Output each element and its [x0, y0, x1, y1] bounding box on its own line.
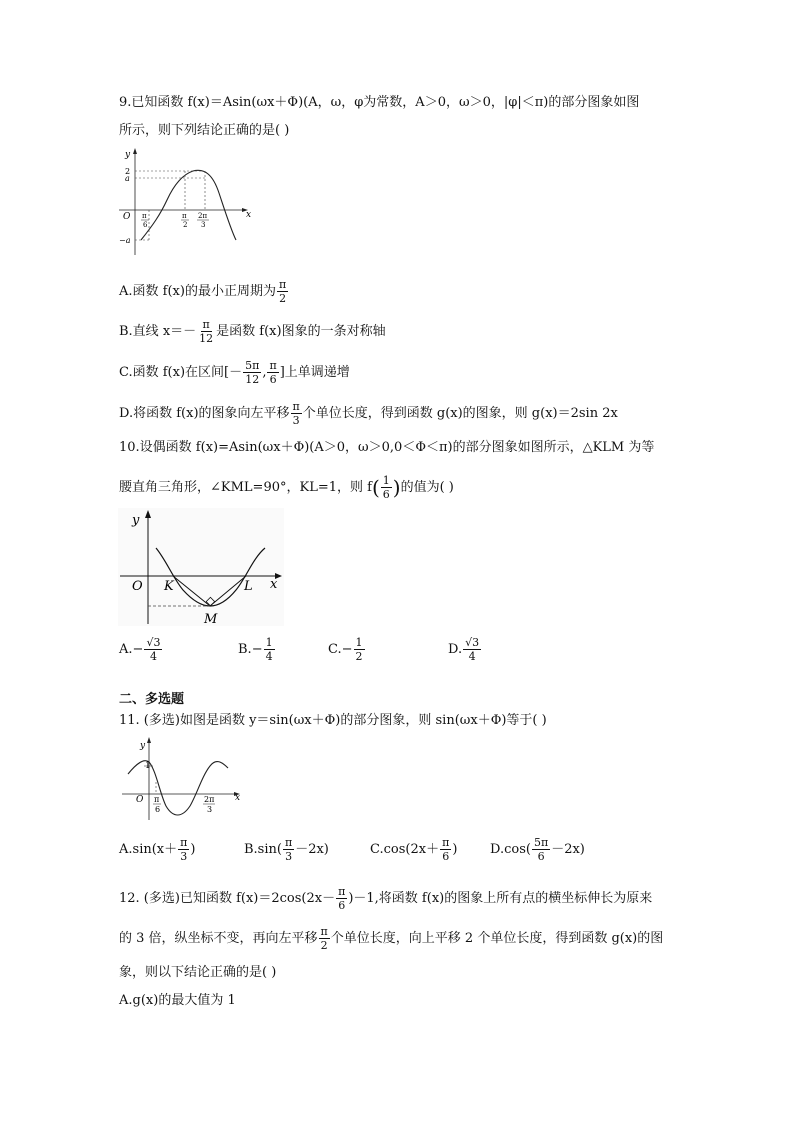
q11-option-d[interactable]: D.cos( $\frac{5\pi}{6}$ －2x) [490, 836, 585, 863]
q10-option-c[interactable]: C.− $\frac{1}{2}$ [328, 636, 363, 663]
q11-option-a[interactable]: A.sin(x＋ $\frac{\pi}{3}$ ) [119, 836, 196, 863]
q12-stem-line2: 的 3 倍，纵坐标不变，再向左平移 $\frac{\pi}{2}$ 个单位长度，向上平移 2 个单位长度，得到函数 g(x)的图 [119, 925, 664, 952]
q11-y-label: y [140, 741, 146, 751]
q9-xt2-den: 2 [183, 221, 188, 229]
q10-graph [118, 508, 284, 626]
q9-origin: O [123, 212, 131, 222]
q11-graph [118, 736, 244, 824]
q11-option-c[interactable]: C.cos(2x＋ $\frac{\pi}{6}$ ) [370, 836, 458, 863]
q10-arg-frac: $\frac{1}{6}$ [382, 474, 390, 501]
q9-a-frac: $\frac{\pi}{2}$ [278, 278, 287, 305]
q11-origin: O [136, 795, 144, 805]
q9-xt3-num: 2π [198, 212, 208, 220]
q10-point-m: M [204, 612, 218, 626]
q10-origin: O [132, 579, 143, 594]
q11-xt1-den: 6 [155, 805, 161, 814]
q11-xt2-num: 2π [204, 795, 215, 804]
q12-option-a[interactable]: A.g(x)的最大值为 1 [119, 993, 236, 1008]
q9-option-b[interactable]: B.直线 x＝－ $\frac{\pi}{12}$ 是函数 f(x)图象的一条对称轴 [119, 318, 386, 345]
q10-point-k: K [164, 579, 174, 594]
q9-stem-line1: 9.已知函数 f(x)＝Asin(ωx＋Φ)(A，ω，φ为常数，A＞0，ω＞0，|φ|＜π)的部分图象如图 [119, 95, 640, 110]
q10-option-b[interactable]: B.− $\frac{1}{4}$ [238, 636, 273, 663]
q11-option-b[interactable]: B.sin( $\frac{\pi}{3}$ －2x) [244, 836, 329, 863]
q9-d-frac: $\frac{\pi}{3}$ [292, 400, 300, 427]
q9-c-frac1: $\frac{5\pi}{12}$ [245, 359, 260, 386]
q9-xt2-num: π [182, 212, 187, 220]
q10-stem-line2: 腰直角三角形，∠KML=90°，KL=1，则 f( $\frac{1}{6}$ )的值为( ) [119, 474, 454, 501]
q12-stem-line3: 象，则以下结论正确的是( ) [119, 965, 277, 980]
q11-stem-line1: 11. (多选)如图是函数 y＝sin(ωx＋Φ)的部分图象，则 sin(ωx＋Φ)等于( ) [119, 713, 547, 728]
q9-graph [115, 145, 255, 263]
section-title-multi-choice: 二、多选题 [119, 692, 185, 707]
q12-stem-line1: 12. (多选)已知函数 f(x)＝2cos(2x－ $\frac{\pi}{6}$ )－1,将函数 f(x)的图象上所有点的横坐标伸长为原来 [119, 885, 653, 912]
q9-stem-line2: 所示，则下列结论正确的是( ) [119, 123, 290, 138]
q9-y-label: y [125, 150, 131, 160]
q9-xt3-den: 3 [201, 221, 206, 229]
q10-stem-line1: 10.设偶函数 f(x)=Asin(ωx＋Φ)(A＞0，ω＞0,0＜Φ＜π)的部分图象如图所示，△KLM 为等 [119, 440, 655, 455]
q10-option-d[interactable]: D. $\frac{√3}{4}$ [448, 636, 480, 663]
q11-xt2-den: 3 [207, 805, 213, 814]
q10-point-l: L [244, 579, 253, 594]
q10-x-label: x [270, 577, 278, 592]
q10-option-a[interactable]: A.− $\frac{√3}{4}$ [119, 636, 161, 663]
q11-xt1-num: π [154, 795, 160, 804]
q9-tick-a: a [125, 174, 130, 183]
q9-c-frac2: $\frac{\pi}{6}$ [269, 359, 277, 386]
q9-tick-2: 2 [125, 167, 131, 176]
q9-option-a[interactable]: A.函数 f(x)的最小正周期为 $\frac{\pi}{2}$ [119, 278, 287, 305]
q9-b-frac: $\frac{\pi}{12}$ [199, 318, 214, 345]
q10-y-label: y [132, 513, 140, 528]
q9-xt1-den: 6 [143, 221, 148, 229]
q9-x-label: x [246, 210, 252, 220]
q9-tick-neg-a: −a [119, 236, 131, 245]
q9-xt1-num: π [142, 212, 147, 220]
q11-x-label: x [235, 793, 241, 803]
q9-option-c[interactable]: C.函数 f(x)在区间[－ $\frac{5\pi}{12}$ , $\frac{\pi}{6}$ ]上单调递增 [119, 359, 350, 386]
q9-option-d[interactable]: D.将函数 f(x)的图象向左平移 $\frac{\pi}{3}$ 个单位长度，得到函数 g(x)的图象，则 g(x)＝2sin 2x [119, 400, 618, 427]
q11-tick-1: 1 [145, 761, 151, 771]
